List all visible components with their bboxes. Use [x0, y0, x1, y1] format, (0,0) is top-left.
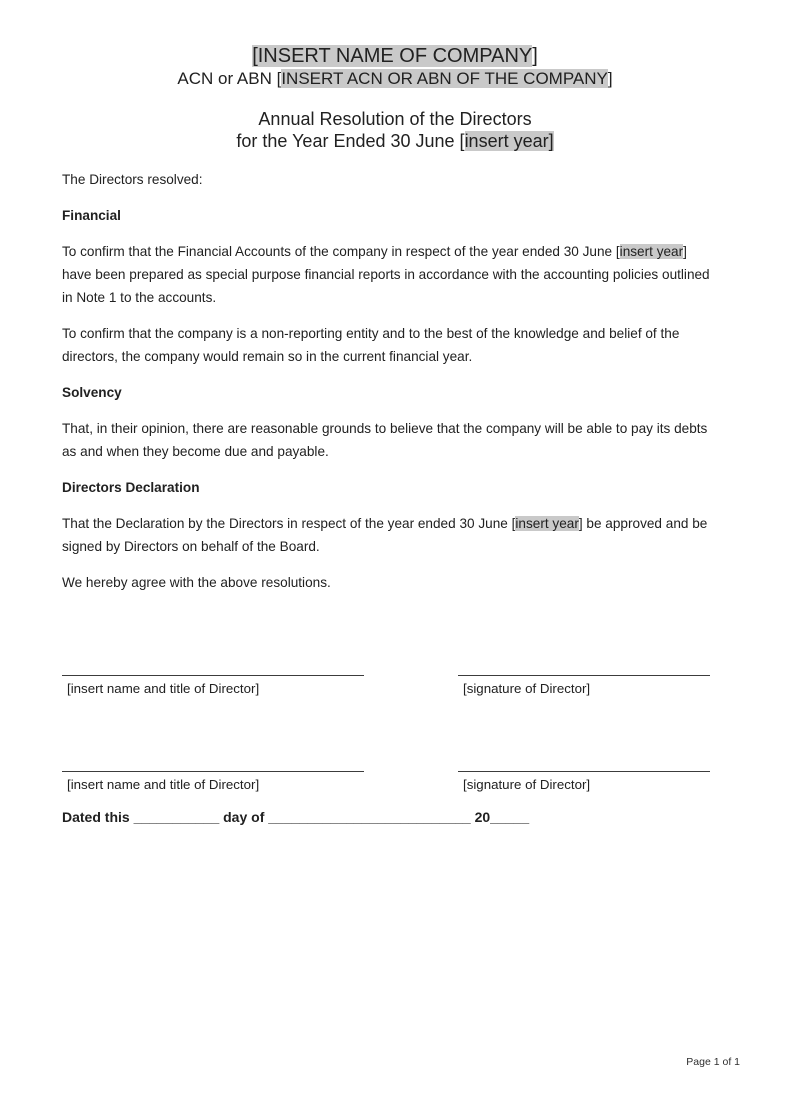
signature-rule-line: [458, 675, 710, 676]
paragraph-agreement: We hereby agree with the above resolutions.: [62, 575, 331, 590]
document-title-block: [0, 108, 790, 152]
signature-row: [62, 771, 740, 793]
document-header: [0, 0, 790, 152]
paragraph-financial-accounts: To confirm that the Financial Accounts of the company in respect of the year ended 30 June [insert year] have been prepared as special purpose financial reports in accordance with the accounting policies outlined in Note 1 to the accounts.: [62, 244, 710, 305]
dated-line: [62, 806, 740, 829]
year-prefix: 20: [470, 809, 491, 825]
signature-rule-line: [62, 675, 364, 676]
paragraph-non-reporting-entity: To confirm that the company is a non-reporting entity and to the best of the knowledge and belief of the directors, the company would remain so in the current financial year.: [62, 326, 680, 364]
paragraph-declaration: That the Declaration by the Directors in respect of the year ended 30 June [insert year] be approved and be signed by Directors on behalf of the Board.: [62, 516, 708, 554]
day-blank: ___________: [133, 809, 220, 825]
section-heading-solvency: Solvency: [62, 385, 122, 400]
director-name-block: [62, 675, 364, 697]
director-name-label: [insert name and title of Director]: [67, 777, 260, 792]
document-body: [62, 168, 740, 829]
signature-row: [62, 675, 740, 697]
page-number: Page 1 of 1: [686, 1056, 740, 1068]
director-signature-label: [signature of Director]: [463, 777, 591, 792]
director-name-label: [insert name and title of Director]: [67, 681, 260, 696]
section-heading-directors-declaration: Directors Declaration: [62, 480, 200, 495]
section-heading-financial: Financial: [62, 208, 121, 223]
year-blank: _____: [490, 809, 530, 825]
acn-abn-placeholder: ACN or ABN [INSERT ACN OR ABN OF THE COMPANY]: [177, 69, 613, 88]
paragraph-solvency: That, in their opinion, there are reasonable grounds to believe that the company will be able to pay its debts as and when they become due and payable.: [62, 421, 708, 459]
document-subtitle: for the Year Ended 30 June [insert year]: [236, 131, 554, 151]
signature-rule-line: [62, 771, 364, 772]
intro-line: The Directors resolved:: [62, 172, 203, 187]
month-blank: __________________________: [268, 809, 471, 825]
director-signature-label: [signature of Director]: [463, 681, 591, 696]
signature-rule-line: [458, 771, 710, 772]
director-signature-block: [458, 675, 710, 697]
dated-middle: day of: [219, 809, 269, 825]
director-signature-block: [458, 771, 710, 793]
company-name-placeholder: [INSERT NAME OF COMPANY]: [252, 45, 538, 67]
dated-prefix: Dated this: [62, 809, 134, 825]
director-name-block: [62, 771, 364, 793]
document-title: Annual Resolution of the Directors: [258, 109, 532, 129]
